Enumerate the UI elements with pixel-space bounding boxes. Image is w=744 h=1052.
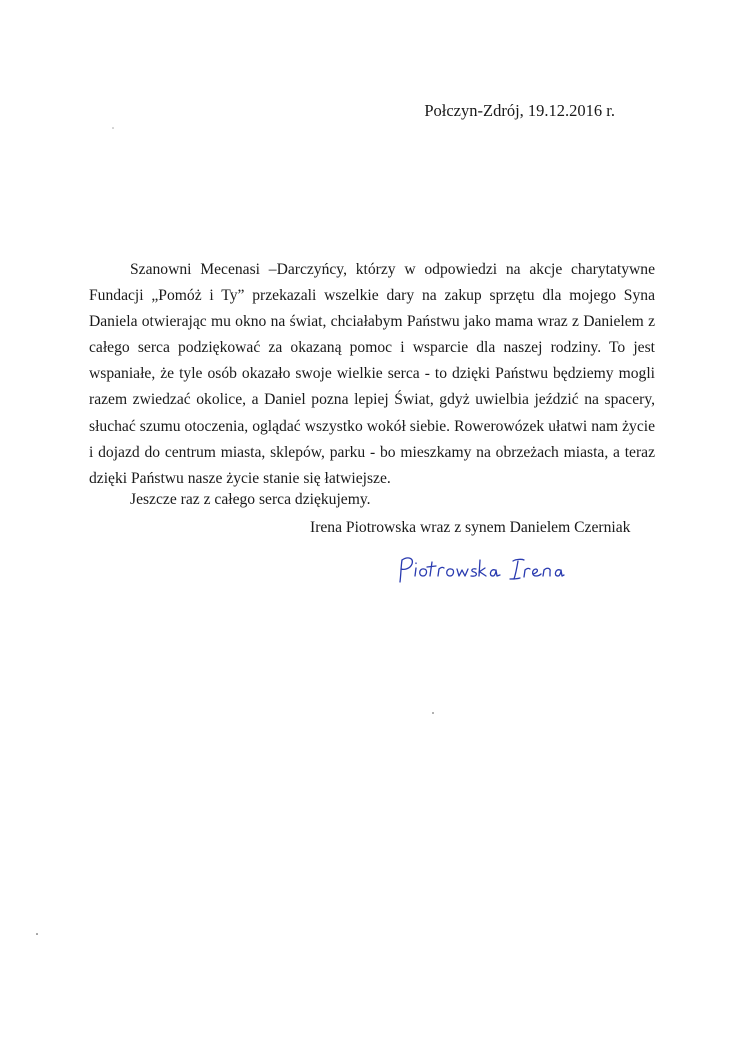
signer-name: Irena Piotrowska wraz z synem Danielem Czerniak — [310, 519, 631, 536]
scan-speck — [36, 933, 38, 935]
letter-paragraph: Szanowni Mecenasi –Darczyńcy, którzy w odpowiedzi na akcje charytatywne Fundacji „Pomóż i Ty” przekazali wszelkie dary na zakup sprzętu dla mojego Syna Daniela otwierając mu okno na świat, chciałabym Państwu jako mama wraz z Danielem z całego serca podziękować za okazaną pomoc i wsparcie dla naszej rodziny. To jest wspaniałe, że tyle osób okazało swoje wielkie serca - to dzięki Państwu będziemy mogli razem zwiedzać okolice, a Daniel pozna lepiej Świat, gdyż uwielbia jeździć na spacery, słuchać szumu otoczenia, oglądać wszystko wokół siebie. Rowerowózek ułatwi nam życie i dojazd do centrum miasta, sklepów, parku - bo mieszkamy na obrzeżach miasta, a teraz dzięki Państwu nasze życie stanie się łatwiejsze. — [89, 261, 655, 487]
handwritten-signature — [396, 552, 566, 588]
date-line: Połczyn-Zdrój, 19.12.2016 r. — [424, 101, 615, 120]
closing-line: Jeszcze raz z całego serca dziękujemy. — [130, 491, 371, 508]
scan-speck — [432, 712, 434, 714]
letter-body — [89, 257, 655, 492]
scan-speck — [112, 127, 114, 129]
